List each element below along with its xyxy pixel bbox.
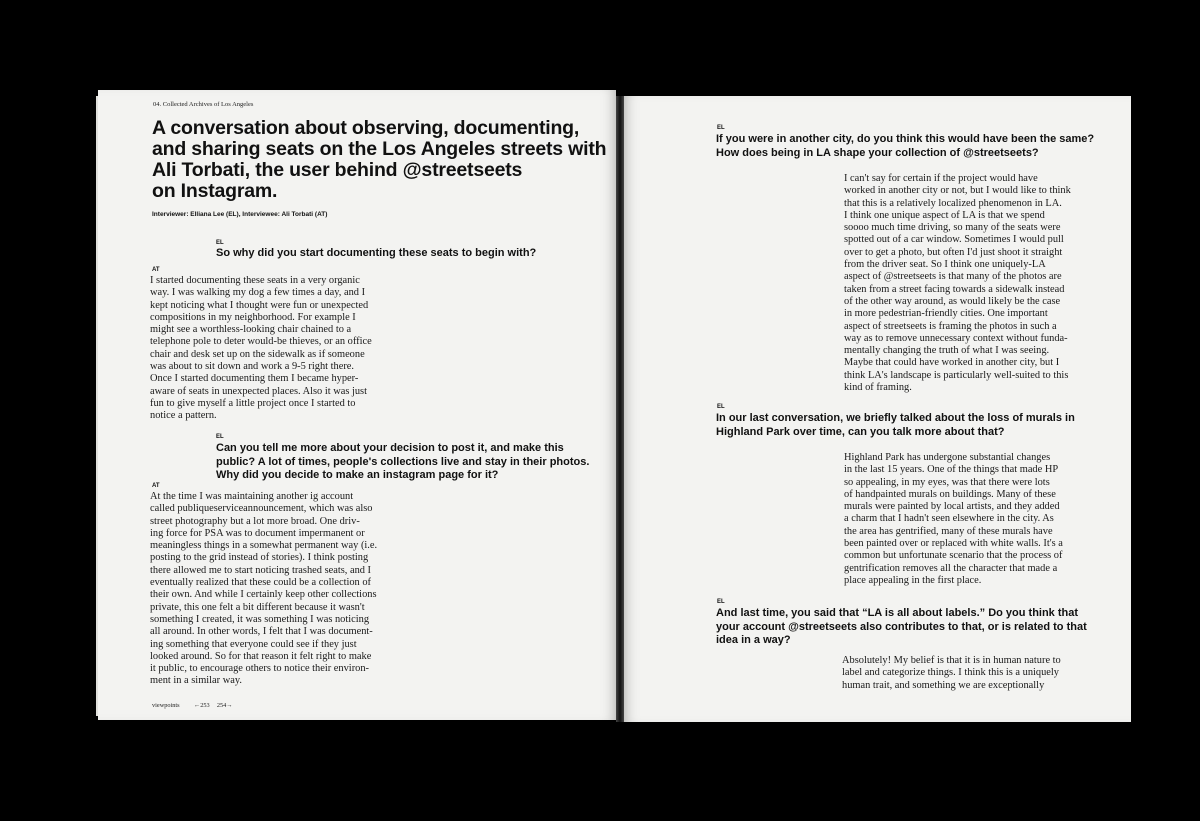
q2-speaker: EL xyxy=(216,434,224,440)
running-head: 04. Collected Archives of Los Angeles xyxy=(153,101,254,108)
a1-speaker: AT xyxy=(152,267,160,273)
question-3: If you were in another city, do you think this would have been the same? How does being in LA shape your collection of @streetseets? xyxy=(716,133,1095,159)
q3-speaker: EL xyxy=(717,125,725,131)
answer-5: Absolutely! My belief is that it is in human nature to label and categorize things. I think this is a uniquely human trait, and something we are exceptionally xyxy=(842,655,1061,691)
q4-speaker: EL xyxy=(717,404,725,410)
q5-speaker: EL xyxy=(717,599,725,605)
question-2: Can you tell me more about your decision to post it, and make this public? A lot of times, people's collections live and stay in their photos. Why did you decide to make an instagram page for it? xyxy=(216,442,590,481)
answer-4: Highland Park has undergone substantial changes in the last 15 years. One of the things that made HP so appealing, in my eyes, was that there were lots of handpainted murals on buildings. Many of these murals were painted by local artists, and they added a charm that I hadn't seen elsewhere in the city. As the area has gentrified, many of these murals have been painted over or replaced with white walls. It's a common but unfortunate scenario that the process of gentrification removes all the character that made a place appealing in the first place. xyxy=(844,452,1063,586)
right-page xyxy=(624,96,1131,722)
question-5: And last time, you said that “LA is all about labels.” Do you think that your account @streetseets also contributes to that, or is related to that idea in a way? xyxy=(716,607,1087,646)
a2-speaker: AT xyxy=(152,483,160,489)
credits: Interviewer: Elliana Lee (EL), Interviewee: Ali Torbati (AT) xyxy=(152,211,328,218)
headline: A conversation about observing, documenting, and sharing seats on the Los Angeles streets with Ali Torbati, the user behind @streetseets on Instagram. xyxy=(152,117,607,202)
left-page xyxy=(98,90,616,720)
page-footer: viewpoints ←253 254→ xyxy=(152,702,233,709)
gutter xyxy=(616,96,624,722)
question-4: In our last conversation, we briefly talked about the loss of murals in Highland Park over time, can you talk more about that? xyxy=(716,412,1075,438)
answer-1: I started documenting these seats in a very organic way. I was walking my dog a few times a day, and I kept noticing what I thought were fun or unexpected compositions in my neighborhood. For example I might see a worthless-looking chair chained to a telephone pole to deter would-be thieves, or an office chair and desk set up on the sidewalk as if someone was about to sit down and work a 9-5 right there. Once I started documenting them I became hyper- aware of seats in unexpected places. Also it was just fun to give myself a little project once I started to notice a pattern. xyxy=(150,275,372,422)
answer-2: At the time I was maintaining another ig account called publiqueserviceannouncement, which was also street photography but a lot more broad. One driv- ing force for PSA was to document impermanent or meaningless things in a somewhat permanent way (i.e. posting to the grid instead of stories). I think posting there allowed me to start noticing trashed seats, and I eventually realized that these could be a collection of their own. And while I certainly keep other collections private, this one felt a bit different because it wasn't something I created, it was something I was noticing all around. In other words, I felt that I was document- ing something that everyone could see if they just looked around. So for that reason it felt right to make it public, to encourage others to notice their environ- ment in a similar way. xyxy=(150,491,378,687)
question-1: So why did you start documenting these seats to begin with? xyxy=(216,247,537,259)
answer-3: I can't say for certain if the project would have worked in another city or not, but I would like to think that this is a relatively localized phenomenon in LA. I think one unique aspect of LA is that we spend soooo much time driving, so many of the seats were spotted out of a car window. Sometimes I would pull over to get a photo, but often I'd just shoot it straight from the driver seat. So I think one uniquely-LA aspect of @streetseets is that many of the photos are taken from a street facing towards a sidewalk instead of the other way around, as would likely be the case in more pedestrian-friendly cities. One important aspect of streetseets is framing the photos in such a way as to remove unnecessary context without funda- mentally changing the truth of what I was seeing. Maybe that could have worked in another city, but I think LA's landscape is particularly well-suited to this kind of framing. xyxy=(844,173,1071,394)
q1-speaker: EL xyxy=(216,240,224,246)
